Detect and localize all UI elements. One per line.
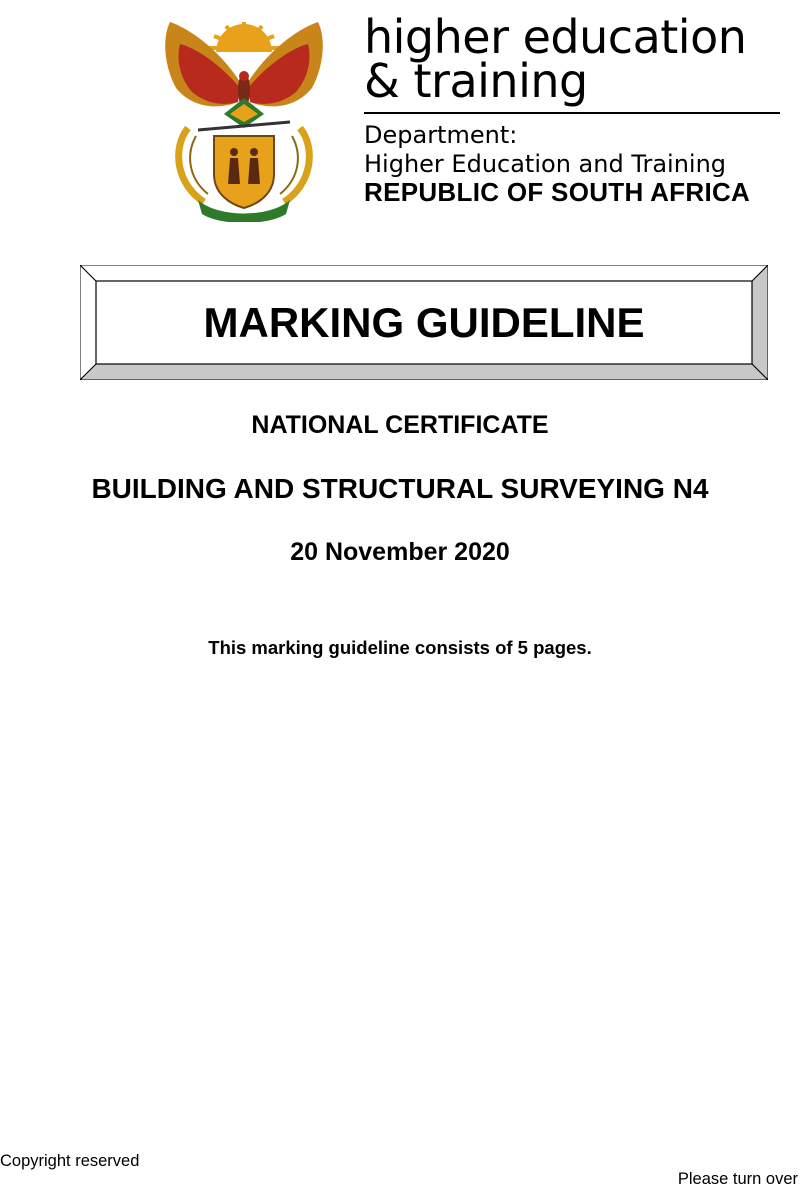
department-name: Higher Education and Training: [364, 150, 727, 178]
certificate-heading: NATIONAL CERTIFICATE: [251, 411, 549, 439]
shield: [214, 136, 274, 208]
copyright-notice: Copyright reserved: [0, 1152, 140, 1170]
page-count-note: This marking guideline consists of 5 pages.: [208, 637, 592, 658]
sun-icon: [208, 22, 280, 52]
brand-line-training: & training: [364, 54, 588, 108]
brand-line-higher-education: higher education: [364, 10, 747, 64]
turn-over-note: Please turn over: [677, 1170, 798, 1188]
document-title: MARKING GUIDELINE: [203, 298, 645, 346]
exam-date: 20 November 2020: [290, 538, 510, 566]
country-name: REPUBLIC OF SOUTH AFRICA: [364, 177, 751, 207]
department-label: Department:: [364, 121, 518, 149]
brand-rule: [364, 112, 780, 114]
subject-heading: BUILDING AND STRUCTURAL SURVEYING N4: [91, 473, 709, 504]
coat-of-arms-logo: [158, 18, 330, 222]
